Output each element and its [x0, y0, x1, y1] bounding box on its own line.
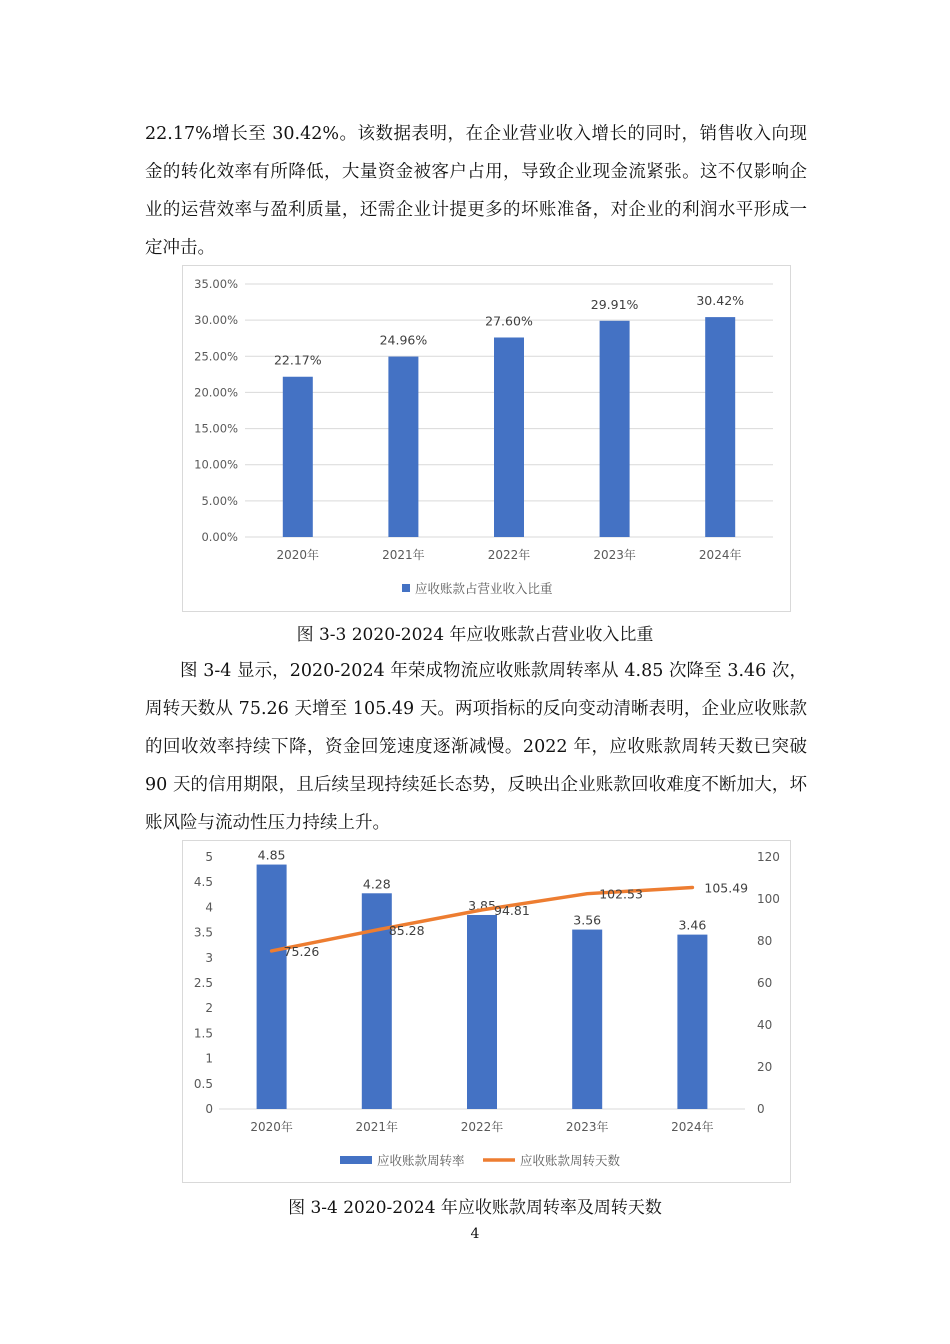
bar-data-label: 3.85 — [468, 897, 496, 913]
data-label: 22.17% — [273, 352, 322, 368]
y-left-tick-label: 2 — [205, 1001, 213, 1016]
turnover-chart — [182, 840, 791, 1183]
body-paragraph-2: 图 3-4 显示，2020-2024 年荣成物流应收账款周转率从 4.85 次降至 3.46 次，周转天数从 75.26 天增至 105.49 天。两项指标的反向变动清晰表明，企业应收账款的回收效率持续下降，资金回笼速度逐渐减慢。2022 年，应收账款周转天数已突破 90 天的信用期限，且后续呈现持续延长态势，反映出企业账款回收难度不断加大，坏账风险与流动性压力持续上升。 — [145, 661, 807, 833]
line-data-label: 94.81 — [494, 902, 530, 918]
y-right-tick-label: 60 — [757, 976, 773, 990]
turnover-chart-svg — [183, 841, 790, 1182]
y-right-tick-label: 40 — [757, 1018, 773, 1032]
x-tick-label: 2020年 — [250, 1120, 293, 1134]
y-left-tick-label: 5 — [205, 850, 213, 864]
figure-3-4-caption: 图 3-4 2020-2024 年应收账款周转率及周转天数 — [288, 1198, 662, 1218]
y-right-tick-label: 100 — [757, 892, 780, 906]
y-tick-label: 30.00% — [194, 313, 238, 328]
y-left-tick-label: 4.5 — [193, 875, 213, 890]
page-number: 4 — [470, 1226, 480, 1242]
y-left-tick-label: 1.5 — [193, 1026, 213, 1041]
y-right-tick-label: 20 — [757, 1060, 773, 1074]
y-right-tick-label: 80 — [757, 934, 773, 948]
y-left-tick-label: 0.5 — [193, 1076, 213, 1091]
body-paragraph-1: 22.17%增长至 30.42%。该数据表明，在企业营业收入增长的同时，销售收入向现金的转化效率有所降低，大量资金被客户占用，导致企业现金流紧张。这不仅影响企业的运营效率与盈利质量，还需企业计提更多的坏账准备，对企业的利润水平形成一定冲击。 — [145, 124, 807, 258]
legend-label-bar: 应收账款周转率 — [377, 1153, 465, 1168]
receivables-ratio-chart — [182, 265, 791, 612]
x-tick-label: 2022年 — [487, 548, 531, 562]
y-tick-label: 20.00% — [194, 385, 238, 400]
x-tick-label: 2022年 — [460, 1120, 504, 1134]
y-left-tick-label: 3 — [205, 950, 213, 965]
x-tick-label: 2023年 — [565, 1120, 609, 1134]
x-tick-label: 2024年 — [671, 1120, 714, 1134]
x-tick-label: 2021年 — [382, 548, 425, 562]
y-right-tick-label: 120 — [757, 850, 780, 864]
bar-data-label: 3.46 — [678, 917, 707, 933]
data-label: 30.42% — [696, 293, 745, 309]
y-left-tick-label: 2.5 — [193, 976, 213, 990]
y-tick-label: 25.00% — [194, 349, 238, 364]
x-tick-label: 2023年 — [593, 548, 636, 562]
bar — [494, 337, 524, 537]
y-tick-label: 10.00% — [194, 457, 238, 472]
bar — [677, 935, 707, 1109]
y-tick-label: 0.00% — [201, 530, 238, 544]
bar — [257, 865, 287, 1109]
legend-swatch — [402, 584, 410, 592]
bar — [388, 357, 418, 537]
receivables-ratio-chart-svg — [183, 266, 790, 611]
y-tick-label: 5.00% — [201, 493, 238, 508]
x-tick-label: 2024年 — [698, 548, 742, 562]
y-left-tick-label: 3.5 — [193, 925, 213, 940]
line-data-label: 102.53 — [599, 886, 643, 902]
y-left-tick-label: 4 — [205, 900, 213, 915]
y-right-tick-label: 0 — [757, 1102, 765, 1116]
y-left-tick-label: 0 — [205, 1102, 213, 1116]
y-tick-label: 35.00% — [194, 277, 238, 291]
legend-swatch-bar — [340, 1156, 372, 1164]
legend-label: 应收账款占营业收入比重 — [415, 581, 553, 596]
bar-data-label: 4.85 — [257, 847, 286, 863]
bar-data-label: 4.28 — [362, 876, 391, 892]
bar — [467, 915, 497, 1109]
data-label: 27.60% — [485, 313, 533, 329]
x-tick-label: 2021年 — [355, 1120, 399, 1134]
x-tick-label: 2020年 — [276, 548, 320, 562]
bar — [283, 377, 313, 537]
bar — [362, 893, 392, 1109]
bar-data-label: 3.56 — [573, 912, 602, 928]
figure-3-3-caption: 图 3-3 2020-2024 年应收账款占营业收入比重 — [296, 625, 654, 645]
data-label: 29.91% — [590, 296, 639, 312]
line-data-label: 75.26 — [283, 943, 320, 959]
line-data-label: 105.49 — [704, 880, 749, 896]
bar — [572, 930, 602, 1109]
bar — [705, 317, 735, 537]
line-data-label: 85.28 — [388, 922, 425, 938]
legend-label-line: 应收账款周转天数 — [520, 1153, 621, 1168]
bar — [600, 321, 630, 537]
y-left-tick-label: 1 — [205, 1051, 213, 1066]
data-label: 24.96% — [379, 332, 428, 348]
y-tick-label: 15.00% — [194, 421, 238, 436]
